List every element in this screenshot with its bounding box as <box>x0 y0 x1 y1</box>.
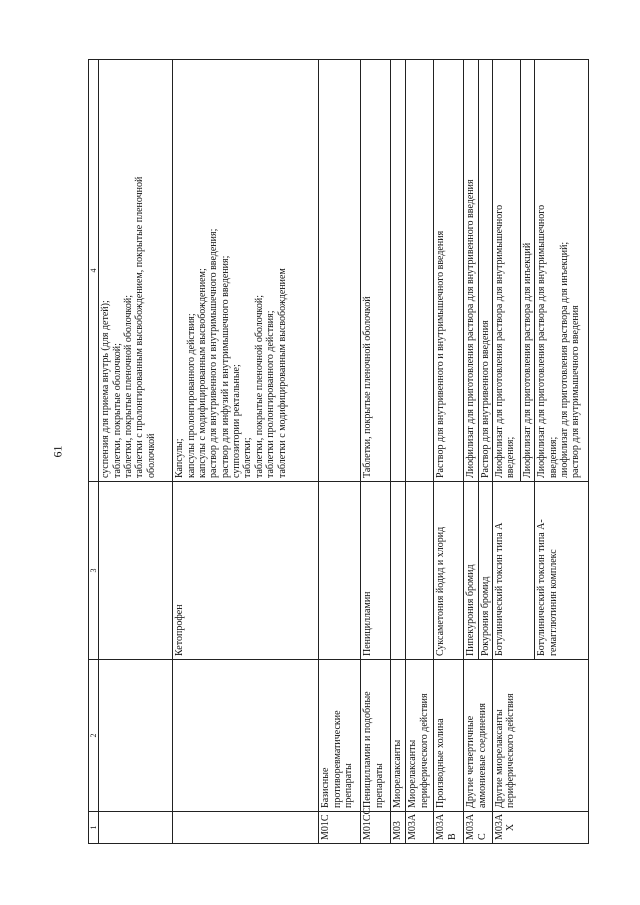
form-line: таблетки с модифицированным высвобождением <box>276 268 288 478</box>
forms-cell <box>391 60 406 482</box>
form-line: таблетки, покрытые пленочной оболочкой; <box>253 294 265 478</box>
group-line: Миорелаксанты <box>392 739 404 808</box>
table-row <box>361 60 391 844</box>
atc-code: М03А <box>465 813 477 840</box>
group-line: аммониевые соединения <box>476 702 488 808</box>
drug-cell <box>535 482 589 660</box>
header-col-2: 2 <box>89 660 99 812</box>
table-row <box>99 60 173 844</box>
group-line: Базисные <box>320 767 332 808</box>
form-line: Лиофилизат для приготовления раствора для внутримышечного <box>536 204 548 478</box>
drug-cell <box>391 482 406 660</box>
form-line: таблетки; <box>242 437 254 478</box>
table-row <box>434 60 464 844</box>
table-row <box>406 60 434 844</box>
atc-code: М01СС <box>362 807 374 840</box>
form-line: таблетки с пролонгированным высвобождением, покрытые пленочной <box>134 176 146 478</box>
form-line: раствор для внутривенного и внутримышечного введения; <box>208 228 220 478</box>
group-line: периферического действия <box>505 693 517 808</box>
page-number: 61 <box>50 445 65 458</box>
code-cell <box>434 812 464 844</box>
code-cell <box>361 807 391 844</box>
drug-name: Ботулинический токсин типа А- <box>536 519 548 656</box>
table-row <box>464 60 478 844</box>
group-cell <box>361 660 391 812</box>
form-line: суппозитории ректальные; <box>231 364 243 478</box>
group-line: Другие четвертичные <box>465 715 477 808</box>
atc-code: М03А <box>407 813 419 840</box>
forms-cell <box>492 60 520 482</box>
header-col-3: 3 <box>89 482 99 660</box>
group-line: периферического действия <box>418 693 430 808</box>
forms-cell <box>464 60 478 482</box>
forms-cell <box>535 60 589 482</box>
atc-code: М03А <box>435 813 447 840</box>
group-line: Миорелаксанты <box>407 739 419 808</box>
rotated-table-container <box>88 60 582 844</box>
atc-code: В <box>446 833 458 840</box>
group-line: Другие миорелаксанты <box>493 709 505 808</box>
drug-cell <box>434 482 464 660</box>
group-line: противоревматические <box>331 710 343 808</box>
drug-table <box>88 59 589 844</box>
forms-cell <box>520 60 534 482</box>
group-cell <box>464 660 493 812</box>
group-cell <box>391 660 406 812</box>
forms-cell <box>478 60 492 482</box>
form-line: таблетки пролонгированного действия; <box>265 310 277 478</box>
code-cell <box>99 812 173 844</box>
drug-name: Кетопрофен <box>174 604 186 656</box>
code-cell <box>173 812 319 844</box>
forms-cell <box>99 60 173 482</box>
form-line: оболочкой <box>145 433 157 478</box>
forms-cell <box>361 60 391 482</box>
form-line: Таблетки, покрытые пленочной оболочкой <box>362 296 374 478</box>
group-cell <box>173 660 319 812</box>
atc-code: М03 <box>392 821 404 840</box>
group-cell <box>492 660 588 812</box>
form-line: лиофилизат для приготовления раствора для инъекций; <box>559 241 571 478</box>
form-line: Капсулы; <box>174 438 186 478</box>
form-line: раствор для внутримышечного введения <box>570 305 582 478</box>
group-line: препараты <box>342 763 354 808</box>
table-row <box>492 60 520 844</box>
table-row <box>173 60 319 844</box>
drug-cell <box>361 482 391 660</box>
forms-cell <box>434 60 464 482</box>
atc-code: С <box>476 833 488 840</box>
drug-cell <box>99 482 173 660</box>
atc-code: М03А <box>493 813 505 840</box>
forms-cell <box>406 60 434 482</box>
group-cell <box>434 660 464 812</box>
drug-cell <box>464 482 478 660</box>
header-row <box>89 60 99 844</box>
form-line: капсулы с модифицированным высвобождением; <box>196 268 208 478</box>
drug-name: Рокурония бромид <box>479 576 491 656</box>
code-cell <box>319 812 361 844</box>
group-cell <box>319 660 361 812</box>
group-cell <box>99 660 173 812</box>
form-line: Раствор для внутривенного введения <box>479 320 491 478</box>
form-line: Лиофилизат для приготовления раствора для инъекций <box>521 242 533 478</box>
drug-name: Пеницилламин <box>362 591 374 656</box>
drug-cell <box>319 482 361 660</box>
group-line: препараты <box>373 763 385 808</box>
table-row <box>391 60 406 844</box>
form-line: Лиофилизат для приготовления раствора для внутривенного введения <box>465 179 477 478</box>
drug-name: Пипекурония бромид <box>465 564 477 656</box>
group-cell <box>406 660 434 812</box>
drug-name: Ботулинический токсин типа А <box>493 522 505 656</box>
form-line: введения; <box>547 436 559 478</box>
header-col-1: 1 <box>89 812 99 844</box>
form-line: введения; <box>505 436 517 478</box>
drug-cell <box>173 482 319 660</box>
code-cell <box>406 812 434 844</box>
drug-cell <box>406 482 434 660</box>
form-line: раствор для инфузий и внутримышечного введения; <box>219 255 231 478</box>
form-line: таблетки, покрытые оболочкой; <box>111 343 123 478</box>
atc-code: М01С <box>320 814 332 840</box>
form-line: Раствор для внутривенного и внутримышечного введения <box>435 230 447 478</box>
form-line: Лиофилизат для приготовления раствора для внутримышечного <box>493 204 505 478</box>
drug-name: Суксаметония йодид и хлорид <box>435 526 447 656</box>
atc-code: Х <box>505 823 517 832</box>
form-line: таблетки, покрытые пленочной оболочкой; <box>122 294 134 478</box>
drug-name: гемагглютинин комплекс <box>547 549 559 656</box>
code-cell <box>391 812 406 844</box>
forms-cell <box>173 60 319 482</box>
drug-cell <box>492 482 534 660</box>
form-line: капсулы пролонгированного действия; <box>185 313 197 478</box>
code-cell <box>464 812 493 844</box>
drug-cell <box>478 482 492 660</box>
code-cell <box>492 812 588 844</box>
group-line: Пеницилламин и подобные <box>362 691 374 808</box>
forms-cell <box>319 60 361 482</box>
group-line: Производные холина <box>435 718 447 808</box>
form-line: суспензия для приема внутрь (для детей); <box>100 300 112 478</box>
header-col-4: 4 <box>89 60 99 482</box>
table-row <box>319 60 361 844</box>
